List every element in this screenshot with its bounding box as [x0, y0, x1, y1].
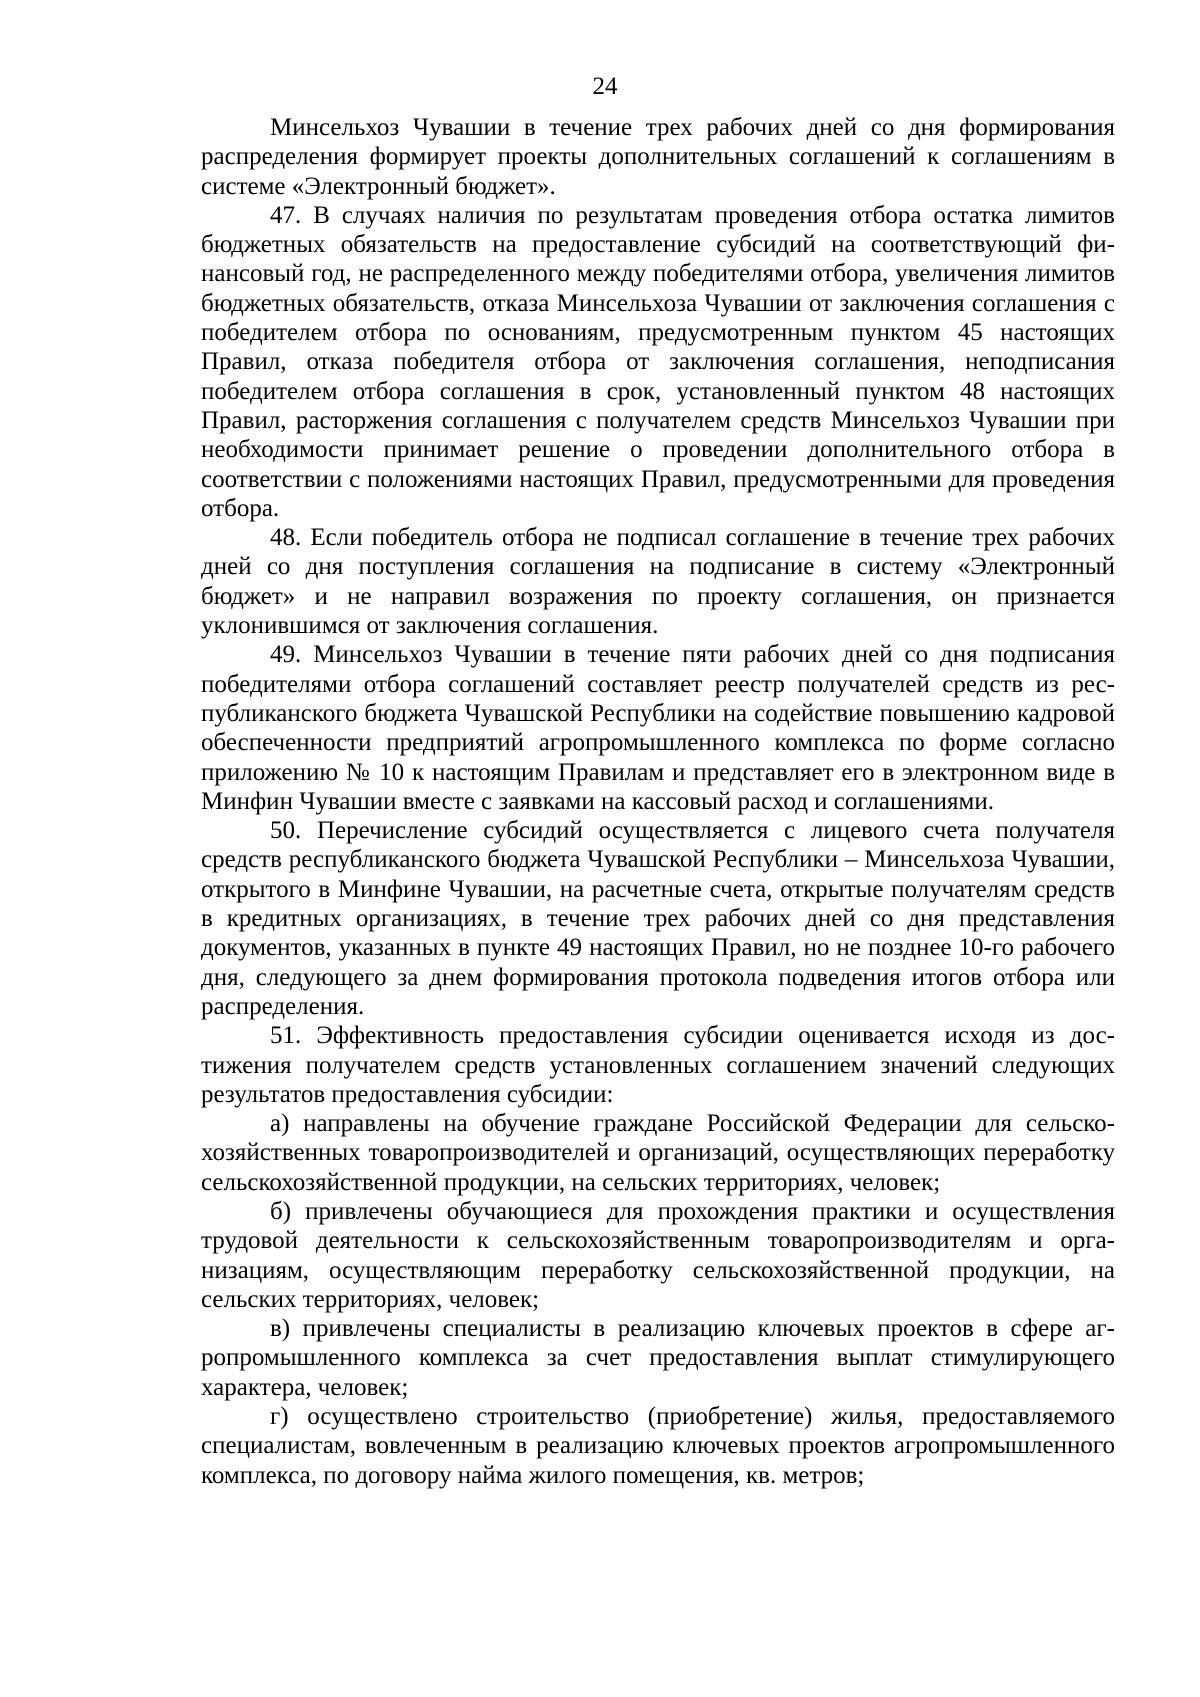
paragraph-51: 51. Эффективность предоставления субсидии оценивается исходя из достижения получателем средств установленных соглашением значений следующих результатов предоставления субсидии: [201, 1022, 1115, 1108]
paragraph-51-g: г) осуществлено строительство (приобретение) жилья, предоставляемого специалистам, вовлеченным в реализацию ключевых проектов агропромышленного комплекса, по договору найма жилого помещения, кв. метров; [201, 1403, 1115, 1489]
document-body [201, 113, 1115, 1490]
page-number: 24 [592, 73, 618, 100]
paragraph-51-b: б) привлечены обучающиеся для прохождения практики и осуществления трудовой деятельности к сельскохозяйственным товаропроизводителям и организациям, осуществляющим переработку сельскохозяйственной продукции, на сельских территориях, человек; [201, 1197, 1115, 1313]
paragraph-intro: Минсельхоз Чувашии в течение трех рабочих дней со дня формирования распределения формирует проекты дополнительных соглашений к соглашениям в системе «Электронный бюджет». [201, 114, 1115, 200]
paragraph-51-v: в) привлечены специалисты в реализацию ключевых проектов в сфере агропромышленного комплекса за счет предоставления выплат стимулирующего характера, человек; [201, 1315, 1115, 1401]
paragraph-47: 47. В случаях наличия по результатам проведения отбора остатка лимитов бюджетных обязательств на предоставление субсидий на соответствующий финансовый год, не распределенного между победителями отбора, увеличения лимитов бюджетных обязательств, отказа Минсельхоза Чувашии от заключения соглашения с победителем отбора по основаниям, предусмотренным пунктом 45 настоящих Правил, отказа победителя отбора от заключения соглашения, неподписания победителем отбора соглашения в срок, установленный пунктом 48 настоящих Правил, расторжения соглашения с получателем средств Минсельхоз Чувашии при необходимости принимает решение о проведении дополнительного отбора в соответствии с положениями настоящих Правил, предусмотренными для проведения отбора. [201, 201, 1115, 522]
paragraph-51-a: а) направлены на обучение граждане Российской Федерации для сельскохозяйственных товаропроизводителей и организаций, осуществляющих переработку сельскохозяйственной продукции, на сельских территориях, человек; [201, 1110, 1115, 1196]
paragraph-49: 49. Минсельхоз Чувашии в течение пяти рабочих дней со дня подписания победителями отбора соглашений составляет реестр получателей средств из республиканского бюджета Чувашской Республики на содействие повышению кадровой обеспеченности предприятий агропромышленного комплекса по форме согласно приложению № 10 к настоящим Правилам и представляет его в электронном виде в Минфин Чувашии вместе с заявками на кассовый расход и соглашениями. [201, 641, 1115, 815]
paragraph-50: 50. Перечисление субсидий осуществляется с лицевого счета получателя средств республиканского бюджета Чувашской Республики – Минсельхоза Чувашии, открытого в Минфине Чувашии, на расчетные счета, открытые получателям средств в кредитных организациях, в течение трех рабочих дней со дня представления документов, указанных в пункте 49 настоящих Правил, но не позднее 10-го рабочего дня, следующего за днем формирования протокола подведения итогов отбора или распределения. [201, 817, 1115, 1020]
paragraph-48: 48. Если победитель отбора не подписал соглашение в течение трех рабочих дней со дня поступления соглашения на подписание в систему «Электронный бюджет» и не направил возражения по проекту соглашения, он признается уклонившимся от заключения соглашения. [201, 524, 1115, 640]
